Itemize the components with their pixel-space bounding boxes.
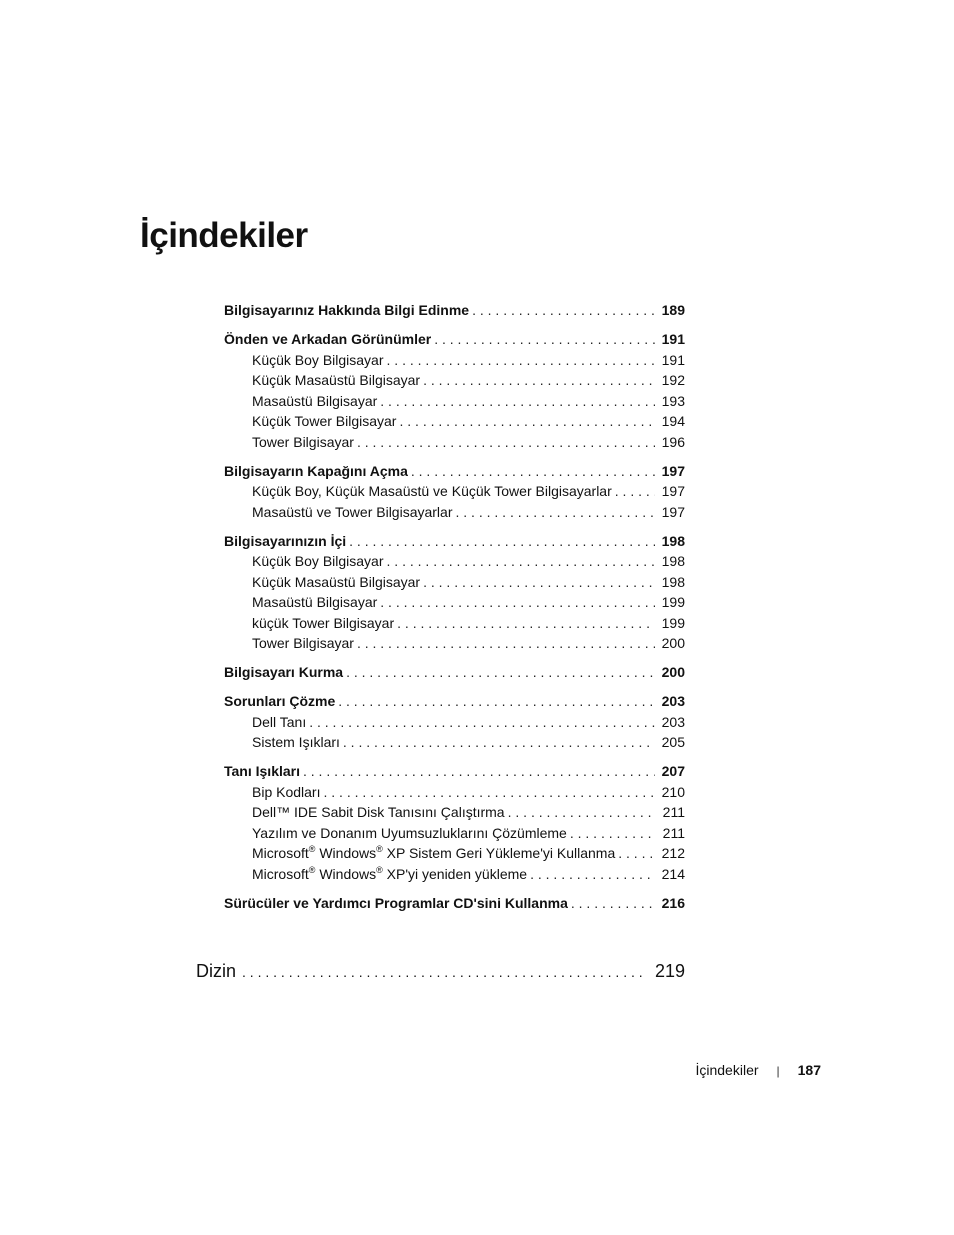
toc-entry[interactable] <box>224 893 685 914</box>
dot-leader <box>338 691 655 712</box>
toc-entry-page: 198 <box>661 532 685 549</box>
dot-leader <box>343 732 655 753</box>
toc-entry-label: Sorunları Çözme <box>224 693 336 709</box>
index-entry-page: 219 <box>654 961 685 981</box>
footer-separator: | <box>776 1064 780 1078</box>
toc-entry[interactable] <box>224 432 685 453</box>
dot-leader <box>399 411 655 432</box>
toc-entry-label: Dell™ IDE Sabit Disk Tanısını Çalıştırma <box>252 804 505 820</box>
dot-leader <box>387 350 655 371</box>
toc-entry-page: 198 <box>661 573 685 590</box>
index-entry-label: Dizin <box>196 961 237 981</box>
toc-entry-page: 194 <box>661 413 685 429</box>
toc-entry[interactable] <box>224 502 685 523</box>
toc-entry-page: 203 <box>661 713 685 730</box>
toc-entry-page: 192 <box>661 372 685 388</box>
toc-entry-page: 197 <box>661 483 685 499</box>
footer-page-number: 187 <box>797 1062 821 1078</box>
toc-entry[interactable] <box>224 691 685 712</box>
toc-entry[interactable] <box>224 613 685 634</box>
toc-entry-label: Microsoft® Windows® XP'yi yeniden yükleme <box>252 864 528 882</box>
dot-leader <box>303 761 655 782</box>
toc-entry[interactable] <box>224 481 685 502</box>
toc-entry-label: Masaüstü Bilgisayar <box>252 594 378 610</box>
toc-entry-page: 196 <box>661 433 685 450</box>
toc-entry-page: 211 <box>662 824 685 841</box>
toc-entry-page: 210 <box>661 783 685 800</box>
toc-entry-page: 198 <box>661 553 685 569</box>
dot-leader <box>346 662 655 683</box>
toc-entry-page: 191 <box>661 331 685 347</box>
toc-entry-label: Bilgisayarı Kurma <box>224 664 344 680</box>
toc-entry-page: 191 <box>661 351 685 368</box>
toc-entry-label: Sistem Işıkları <box>252 734 340 750</box>
toc-entry[interactable] <box>224 370 685 391</box>
toc-entry-page: 207 <box>661 763 685 779</box>
toc-entry[interactable] <box>224 802 685 823</box>
toc-entry-label: küçük Tower Bilgisayar <box>252 614 395 631</box>
dot-leader <box>357 432 655 453</box>
toc-entry[interactable] <box>224 823 685 844</box>
toc-entry-page: 197 <box>661 462 685 479</box>
dot-leader <box>423 572 655 593</box>
toc-entry-page: 205 <box>661 734 685 750</box>
toc-entry[interactable] <box>224 712 685 733</box>
toc-entry[interactable] <box>224 662 685 683</box>
toc-entry-label: Microsoft® Windows® XP Sistem Geri Yükleme'yi Kullanma <box>252 844 616 861</box>
toc-entry[interactable] <box>224 572 685 593</box>
table-of-contents <box>224 300 685 913</box>
dot-leader <box>397 613 655 634</box>
toc-entry-label: Sürücüler ve Yardımcı Programlar CD'sini Kullanma <box>224 894 568 911</box>
toc-entry-page: 211 <box>662 804 685 820</box>
toc-entry[interactable] <box>224 531 685 552</box>
toc-entry-label: Küçük Tower Bilgisayar <box>252 413 397 429</box>
toc-entry-page: 200 <box>661 664 685 680</box>
toc-entry[interactable] <box>224 411 685 432</box>
dot-leader <box>570 823 655 844</box>
toc-entry[interactable] <box>224 732 685 753</box>
toc-entry-page: 193 <box>661 392 685 409</box>
toc-entry[interactable] <box>224 300 685 321</box>
dot-leader <box>571 893 655 914</box>
toc-entry[interactable] <box>224 633 685 654</box>
toc-entry-page: 199 <box>661 614 685 631</box>
registered-mark: ® <box>376 864 383 875</box>
toc-entry-page: 199 <box>661 594 685 610</box>
toc-entry-label: Küçük Boy Bilgisayar <box>252 351 384 368</box>
toc-entry-label: Bilgisayarınızın İçi <box>224 532 347 549</box>
toc-entry[interactable] <box>224 782 685 803</box>
dot-leader <box>380 391 655 412</box>
dot-leader <box>615 481 655 502</box>
toc-entry[interactable] <box>224 350 685 371</box>
dot-leader <box>472 300 655 321</box>
index-entry[interactable] <box>196 958 685 985</box>
toc-entry-label: Dell Tanı <box>252 713 307 730</box>
toc-entry[interactable] <box>224 461 685 482</box>
toc-entry[interactable] <box>224 592 685 613</box>
dot-leader <box>508 802 655 823</box>
toc-entry-label: Masaüstü ve Tower Bilgisayarlar <box>252 503 453 520</box>
toc-entry-page: 216 <box>661 894 685 911</box>
footer-section-title: İçindekiler <box>695 1062 759 1078</box>
toc-entry-page: 197 <box>661 503 685 520</box>
toc-entry-label: Tanı Işıkları <box>224 763 300 779</box>
toc-list <box>224 300 685 843</box>
toc-entry-page: 212 <box>661 845 685 861</box>
toc-entry-label: Küçük Masaüstü Bilgisayar <box>252 372 421 388</box>
dot-leader <box>530 864 655 885</box>
dot-leader <box>618 843 655 864</box>
toc-entry-page: 189 <box>661 302 685 318</box>
toc-entry-label: Bilgisayarınız Hakkında Bilgi Edinme <box>224 302 470 318</box>
toc-entry[interactable] <box>224 551 685 572</box>
dot-leader <box>456 502 656 523</box>
dot-leader <box>411 461 655 482</box>
page-footer <box>695 1060 821 1081</box>
dot-leader <box>242 959 647 985</box>
registered-mark: ® <box>376 844 383 854</box>
toc-entry-label: Önden ve Arkadan Görünümler <box>224 331 432 347</box>
registered-mark: ® <box>308 864 316 875</box>
toc-entry-label: Bip Kodları <box>252 783 321 800</box>
toc-entry-label: Küçük Masaüstü Bilgisayar <box>252 573 421 590</box>
toc-entry[interactable] <box>224 864 685 885</box>
dot-leader <box>380 592 655 613</box>
dot-leader <box>309 712 655 733</box>
dot-leader <box>434 329 655 350</box>
toc-entry[interactable] <box>224 329 685 350</box>
toc-entry-page: 214 <box>661 865 685 882</box>
page-title: İçindekiler <box>140 216 308 255</box>
toc-entry-label: Masaüstü Bilgisayar <box>252 392 378 409</box>
dot-leader <box>349 531 655 552</box>
toc-entry-label: Küçük Boy Bilgisayar <box>252 553 384 569</box>
toc-entry-label: Yazılım ve Donanım Uyumsuzluklarını Çözümleme <box>252 824 567 841</box>
dot-leader <box>387 551 655 572</box>
toc-entry[interactable] <box>224 761 685 782</box>
toc-entry-label: Tower Bilgisayar <box>252 433 354 450</box>
toc-entry-label: Bilgisayarın Kapağını Açma <box>224 462 408 479</box>
toc-entry[interactable] <box>224 391 685 412</box>
dot-leader <box>357 633 655 654</box>
toc-entry-page: 200 <box>661 635 685 651</box>
toc-entry-page: 203 <box>661 693 685 709</box>
toc-entry[interactable] <box>224 843 685 864</box>
dot-leader <box>323 782 655 803</box>
registered-mark: ® <box>308 844 316 854</box>
toc-entry-label: Tower Bilgisayar <box>252 635 354 651</box>
dot-leader <box>423 370 655 391</box>
toc-entry-label: Küçük Boy, Küçük Masaüstü ve Küçük Tower Bilgisayarlar <box>252 483 612 499</box>
